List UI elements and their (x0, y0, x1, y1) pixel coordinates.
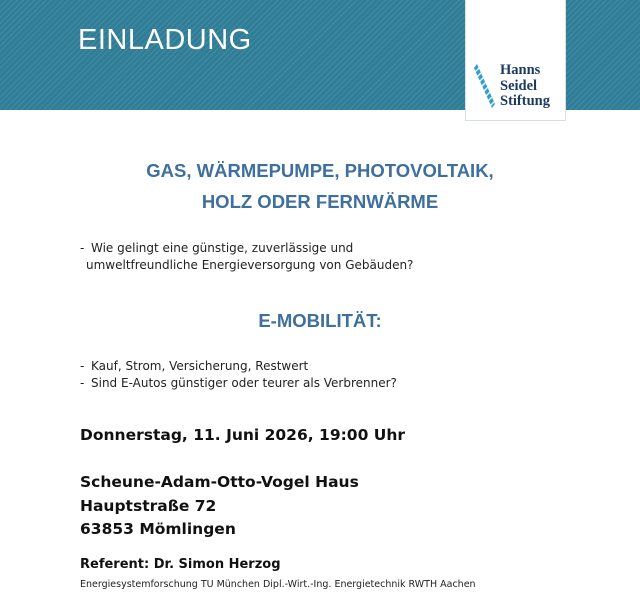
event-date: Donnerstag, 11. Juni 2026, 19:00 Uhr (80, 426, 406, 444)
emobility-heading: E-MOBILITÄT: (258, 310, 382, 331)
energy-bullet-list (80, 240, 413, 274)
emobility-bullet-item: - Kauf, Strom, Versicherung, Restwert (80, 358, 397, 375)
banner-title: EINLADUNG (78, 24, 252, 56)
hss-striped-parallelogram-icon (474, 64, 496, 110)
event-city: 63853 Mömlingen (80, 520, 236, 538)
energy-bullet-item: - Wie gelingt eine günstige, zuverlässige und (80, 240, 413, 257)
headline-line-2: HOLZ ODER FERNWÄRME (201, 191, 439, 212)
hanns-seidel-logo (465, 0, 566, 121)
logo-line-2: Seidel (500, 77, 538, 94)
logo-line-1: Hanns (500, 62, 541, 78)
headline-line-1: GAS, WÄRMEPUMPE, PHOTOVOLTAIK, (146, 160, 494, 181)
speaker-affiliation: Energiesystemforschung TU München Dipl.-Wirt.-Ing. Energietechnik RWTH Aachen (80, 579, 476, 590)
emobility-bullet-item: - Sind E-Autos günstiger oder teurer als Verbrenner? (80, 375, 397, 392)
event-street: Hauptstraße 72 (80, 497, 217, 515)
event-venue: Scheune-Adam-Otto-Vogel Haus (80, 473, 359, 491)
energy-bullet-item-continued: umweltfreundliche Energieversorgung von Gebäuden? (86, 258, 414, 272)
logo-line-3: Stiftung (500, 93, 550, 109)
emobility-bullet-list (80, 358, 397, 392)
logo-wordmark (500, 63, 550, 110)
speaker-name: Referent: Dr. Simon Herzog (80, 557, 281, 572)
